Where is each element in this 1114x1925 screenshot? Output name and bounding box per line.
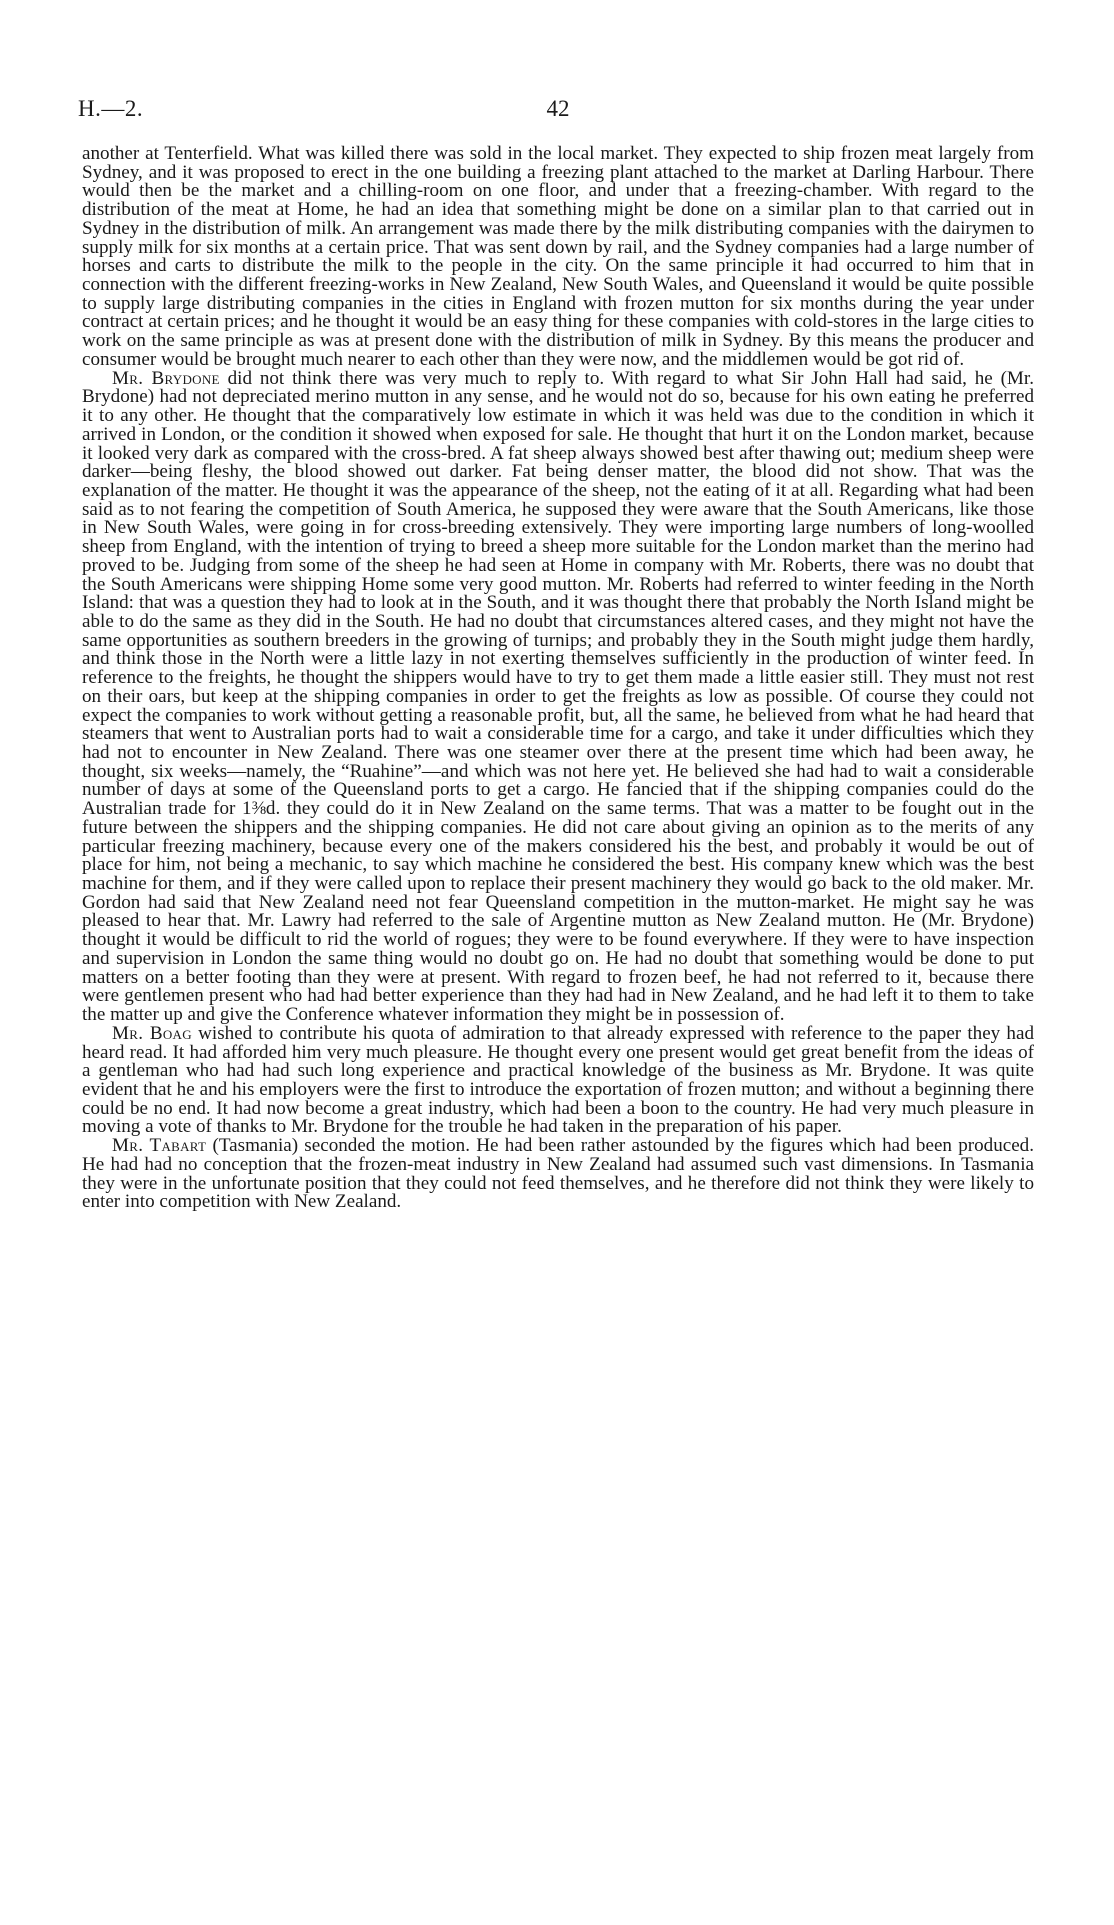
speaker-name: Mr. Boag: [112, 1022, 192, 1044]
paragraph-text: another at Tenterfield. What was killed there was sold in the local market. They expected to ship frozen meat largely from Sydney, and it was proposed to erect in the one building a freezing plant attached to the market at Darling Harbour. There would then be the market and a chilling-room on one floor, and under that a freezing-chamber. With regard to the distribution of the meat at Home, he had an idea that something might be done on a similar plan to that carried out in Sydney in the distribution of milk. An arrangement was made there by the milk distributing companies with the dairymen to supply milk for six months at a certain price. That was sent down by rail, and the Sydney companies had a large number of horses and carts to distribute the milk to the people in the city. On the same principle it had occurred to him that in connection with the different freezing-works in New Zealand, New South Wales, and Queensland it would be quite possible to supply large distributing companies in the cities in England with frozen mutton for six months during the year under contract at certain prices; and he thought it would be an easy thing for these companies with cold-stores in the large cities to work on the same principle as was at present done with the distribution of milk in Sydney. By this means the producer and consumer would be brought much nearer to each other than they were now, and the middlemen would be got rid of.: [82, 143, 1034, 370]
document-reference: H.—2.: [78, 96, 144, 121]
speaker-name: Mr. Tabart: [112, 1135, 207, 1157]
page-header: [78, 96, 1038, 126]
page-number: 42: [546, 96, 570, 121]
paragraph: [82, 367, 1034, 1026]
paragraph: [82, 1137, 1034, 1212]
paragraph-text: (Tasmania) seconded the motion. He had been rather astounded by the figures which had been produced. He had had no conception that the frozen-meat industry in New Zealand had assumed such vast dimensions. In Tasmania they were in the unfortunate position that they could not feed themselves, and he therefore did not think they were likely to enter into competition with New Zealand.: [82, 1135, 1035, 1213]
paragraph-text: wished to contribute his quota of admiration to that already expressed with reference to the paper they had heard read. It had afforded him very much pleasure. He thought every one present would get great benefit from the ideas of a gentleman who had had such long experience and practical knowledge of the business as Mr. Brydone. It was quite evident that he and his employers were the first to introduce the exportation of frozen mutton; and without a beginning there could be no end. It had now become a great industry, which had been a boon to the country. He had very much pleasure in moving a vote of thanks to Mr. Brydone for the trouble he had taken in the preparation of his paper.: [82, 1022, 1034, 1138]
paragraph-text: did not think there was very much to reply to. With regard to what Sir John Hall had said, he (Mr. Brydone) had not depreciated merino mutton in any sense, and he would not do so, because for his own eating he preferred it to any other. He thought that the comparatively low estimate in which it was held was due to the condition in which it arrived in London, or the condition it showed when exposed for sale. He thought that hurt it on the London market, because it looked very dark as compared with the cross-bred. A fat sheep always showed best after thawing out; medium sheep were darker—being fleshy, the blood showed out darker. Fat being denser matter, the blood did not show. That was the explanation of the matter. He thought it was the appearance of the sheep, not the eating of it at all. Regarding what had been said as to not fearing the competition of South America, he supposed they were aware that the South Americans, like those in New South Wales, were going in for cross-breeding extensively. They were importing large numbers of long-woolled sheep from England, with the intention of trying to breed a sheep more suitable for the London market than the merino had proved to be. Judging from some of the sheep he had seen at Home in company with Mr. Roberts, there was no doubt that the South Americans were shipping Home some very good mutton. Mr. Roberts had referred to winter feeding in the North Island: that was a question they had to look at in the South, and it was thought there that probably the North Island might be able to do the same as they did in the South. He had no doubt that circumstances altered cases, and they might not have the same opportunities as southern breeders in the growing of turnips; and probably they in the South might judge them hardly, and think those in the North were a little lazy in not exerting themselves sufficiently in the production of winter feed. In reference to the freights, he thought the shippers would have to try to get them made a little easier still. They must not rest on their oars, but keep at the shipping companies in order to get the freights as low as possible. Of course they could not expect the companies to work without getting a reasonable profit, but, all the same, he believed from what he had heard that steamers that went to Australian ports had to wait a considerable time for a cargo, and take it under difficulties which they had not to encounter in New Zealand. There was one steamer over there at the present time which had been away, he thought, six weeks—namely, the “Ruahine”—and which was not here yet. He believed she had had to wait a considerable number of days at some of the Queensland ports to get a cargo. He fancied that if the shipping companies could do the Australian trade for 1⅜d. they could do it in New Zealand on the same terms. That was a matter to be fought out in the future between the shippers and the shipping companies. He did not care about giving an opinion as to the merits of any particular freezing machinery, because every one of the makers considered his the best, and probably it would be out of place for him, not being a mechanic, to say which machine he considered the best. His company knew which was the best machine for them, and if they were called upon to replace their present machinery they would go back to the old maker. Mr. Gordon had said that New Zealand need not fear Queensland competition in the mutton-market. He might say he was pleased to hear that. Mr. Lawry had referred to the sale of Argentine mutton as New Zealand mutton. He (Mr. Brydone) thought it would be difficult to rid the world of rogues; they were to be found everywhere. If they were to have inspection and supervision in London the same thing would no doubt go on. He had no doubt that something would be done to put matters on a better footing than they were at present. With regard to frozen beef, he had not referred to it, because there were gentlemen present who had had better experience than they had had in New Zealand, and he had left it to them to take the matter up and give the Conference whatever information they might be in possession of.: [82, 367, 1034, 1026]
paragraph: [82, 1022, 1034, 1138]
speaker-name: Mr. Brydone: [112, 367, 220, 389]
body-text: [82, 145, 1034, 1212]
paragraph: [82, 145, 1034, 370]
